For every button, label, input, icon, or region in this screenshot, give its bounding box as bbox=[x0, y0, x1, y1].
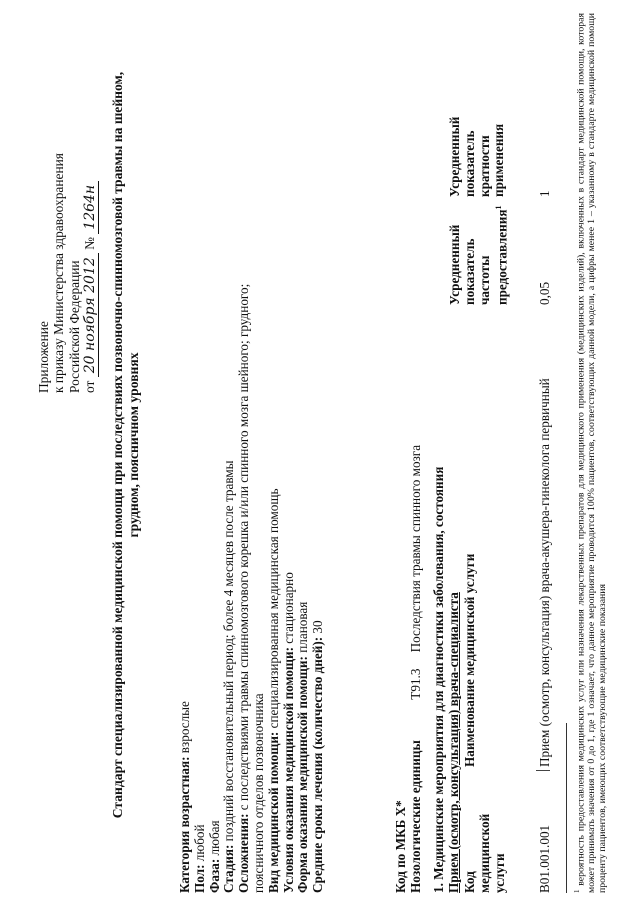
header-line: услуги bbox=[491, 853, 507, 893]
footnote-marker: 1 bbox=[573, 889, 581, 893]
param-label: Фаза: bbox=[206, 858, 222, 893]
appendix-header bbox=[36, 153, 99, 393]
header-line: медицинской bbox=[476, 813, 492, 893]
footnote bbox=[572, 13, 608, 893]
param-label: Средние сроки лечения (количество дней): bbox=[310, 636, 326, 893]
header-line: кратности bbox=[476, 135, 492, 197]
param-sex bbox=[193, 284, 208, 893]
param-label: Условия оказания медицинской помощи: bbox=[280, 647, 296, 893]
param-label: Пол: bbox=[191, 864, 207, 893]
header-line: частоты bbox=[476, 255, 492, 305]
param-value: любой bbox=[191, 824, 207, 865]
header-line: показатель bbox=[461, 130, 477, 197]
service-frequency: 0,05 bbox=[537, 281, 552, 305]
param-value: взрослые bbox=[177, 701, 192, 757]
param-value: стационарно bbox=[280, 572, 296, 647]
param-label: Категория возрастная: bbox=[177, 756, 192, 893]
param-value: специализированная медицинская помощь bbox=[265, 488, 281, 732]
param-value: поздний восстановительный период; более 4 месяцев после травмы bbox=[221, 460, 237, 845]
header-name: Наименование медицинской услуги bbox=[462, 553, 477, 767]
number-prefix: № bbox=[82, 237, 98, 250]
header-line: применения bbox=[491, 123, 507, 197]
param-label: Форма оказания медицинской помощи: bbox=[295, 656, 311, 893]
header-line: Усредненный bbox=[447, 116, 462, 197]
param-conditions bbox=[282, 284, 297, 893]
param-complications-cont: поясничного отделов позвоночника bbox=[250, 693, 266, 893]
appendix-line: Приложение bbox=[36, 321, 51, 393]
header-text: предоставления bbox=[494, 209, 510, 305]
param-form bbox=[296, 284, 311, 893]
table-separator bbox=[536, 770, 550, 771]
service-code: B01.001.001 bbox=[537, 824, 552, 893]
param-age bbox=[178, 284, 193, 893]
param-complications bbox=[237, 284, 252, 893]
document-title: Стандарт специализированной медицинской помощи при последствиях позвоночно-спинномозговой травмы на шейном, грудном, поясничном уровнях bbox=[110, 71, 141, 819]
footnote-text: вероятность предоставления медицинских услуг или назначения лекарственных препаратов для медицинского применения (медицинских изделий), включенных в стандарт медицинской помощи, которая может принимать значения от 0 до 1, где 1 означает, что данное мероприятие проводится 100% пациентов, соответствующих данной модели, а цифры менее 1 – указанному в стандарте медицинской помощи проценту пациентов, имеющих соответствующие медицинские показания bbox=[575, 13, 609, 893]
section-heading bbox=[432, 467, 462, 893]
param-phase bbox=[208, 284, 223, 893]
param-label: Осложнения: bbox=[236, 813, 252, 893]
section-title: 1. Медицинские мероприятия для диагностики заболевания, состояния bbox=[431, 466, 446, 893]
header-frequency bbox=[448, 206, 511, 306]
param-value: любая bbox=[206, 820, 222, 859]
mkb-code: T91.3 bbox=[408, 668, 424, 700]
header-code bbox=[463, 814, 507, 893]
param-care-type bbox=[267, 284, 282, 893]
nosology-row bbox=[408, 445, 423, 893]
param-value: 30 bbox=[310, 620, 326, 637]
param-value: плановая bbox=[295, 601, 311, 657]
handwritten-date: 20 ноября 2012 bbox=[82, 253, 99, 377]
param-stage bbox=[222, 284, 237, 893]
param-label: Вид медицинской помощи: bbox=[265, 731, 281, 893]
param-value: с последствиями травмы спинномозгового корешка и/или спинного мозга шейного; грудного; bbox=[236, 283, 252, 814]
header-line bbox=[492, 206, 510, 306]
nosology-label: Нозологические единицы bbox=[408, 740, 424, 893]
date-prefix: от bbox=[82, 380, 98, 393]
mkb-block bbox=[393, 445, 424, 893]
standard-parameters bbox=[178, 284, 326, 893]
appendix-line: к приказу Министерства здравоохранения bbox=[51, 153, 67, 393]
appendix-date-line bbox=[82, 153, 98, 393]
mkb-name: Последствия травмы спинного мозга bbox=[408, 444, 424, 653]
service-multiplicity: 1 bbox=[537, 190, 552, 197]
handwritten-number: 1264н bbox=[82, 181, 99, 234]
service-name: Прием (осмотр, консультация) врача-акушера-гинеколога первичный bbox=[537, 378, 552, 767]
footnote-ref: 1 bbox=[494, 205, 504, 210]
header-line: Код bbox=[462, 871, 477, 893]
header-line: показатель bbox=[461, 238, 477, 305]
param-label: Стадия: bbox=[221, 844, 237, 893]
footnote-divider bbox=[566, 723, 567, 893]
mkb-label: Код по МКБ X* bbox=[393, 800, 408, 893]
param-term bbox=[311, 284, 326, 893]
section-subtitle: Прием (осмотр, консультация) врача-специалиста bbox=[445, 592, 461, 893]
header-multiplicity bbox=[448, 117, 507, 197]
appendix-line: Российской Федерации bbox=[66, 260, 82, 393]
header-line: Усредненный bbox=[447, 224, 462, 305]
